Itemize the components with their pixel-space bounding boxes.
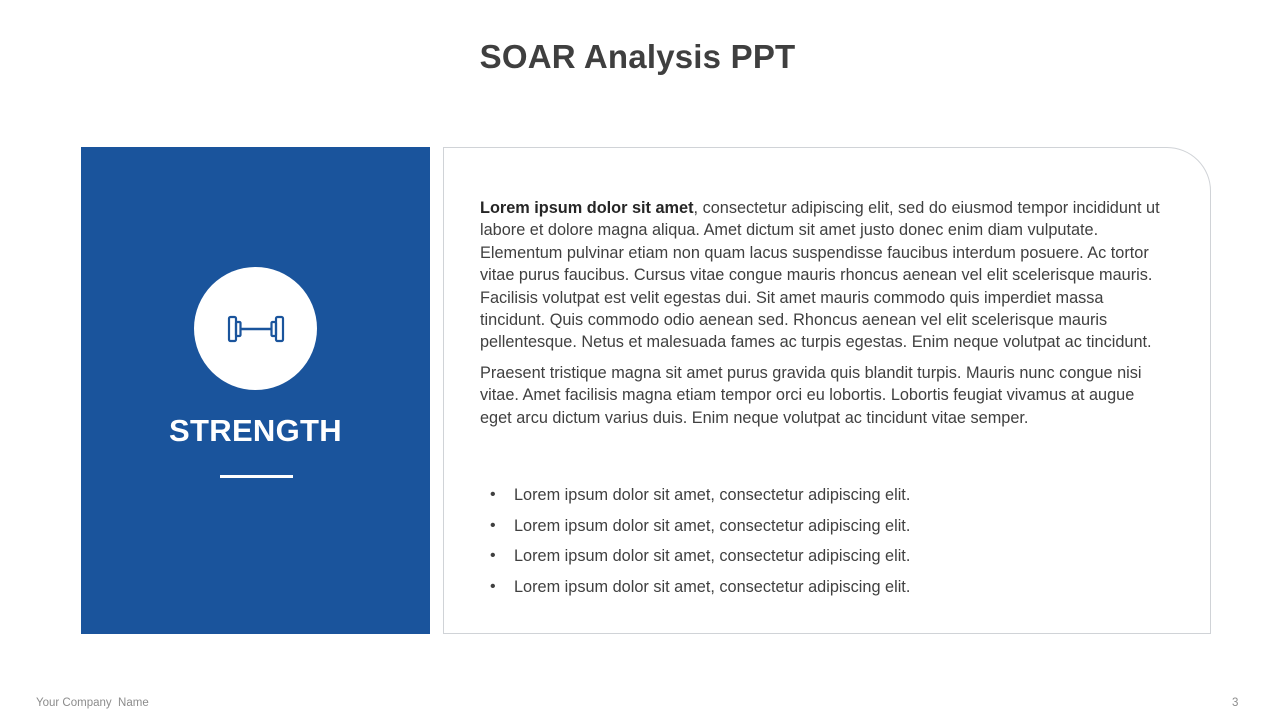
bullet-dot: •: [490, 577, 496, 595]
paragraph-2: Praesent tristique magna sit amet purus gravida quis blandit turpis. Mauris nunc congue nisi vitae. Amet facilisis magna etiam tempor orci eu lobortis. Lobortis feugiat vivamus at augue eget arcu dictum varius duis. Enim neque volutpat ac tincidunt vitae semper.: [480, 363, 1142, 427]
footer-company-name: Your Company Name: [36, 697, 149, 709]
dumbbell-icon: [226, 312, 286, 346]
slide-title: SOAR Analysis PPT: [479, 38, 796, 75]
card-text: [480, 197, 1170, 437]
bullet-dot: •: [490, 547, 496, 565]
bullet-list: [490, 485, 910, 607]
paragraph-1-body: , consectetur adipiscing elit, sed do eiusmod tempor incididunt ut labore et dolore magna aliqua. Amet dictum sit amet justo donec enim diam vulputate. Elementum pulvinar etiam non quam lacus suspendisse faucibus interdum posuere. Ac tortor vitae purus faucibus. Cursus vitae congue mauris rhoncus aenean vel elit scelerisque mauris. Facilisis volutpat est velit egestas dui. Sit amet mauris commodo quis imperdiet massa tincidunt. Quis commodo odio aenean sed. Rhoncus aenean vel elit scelerisque mauris pellentesque. Netus et malesuada fames ac turpis egestas. Enim neque volutpat ac tincidunt.: [480, 199, 1160, 352]
list-item-text: Lorem ipsum dolor sit amet, consectetur adipiscing elit.: [514, 577, 911, 596]
list-item: [490, 516, 910, 547]
heading-divider: [220, 475, 293, 478]
content-card: [443, 147, 1211, 634]
icon-circle: [194, 267, 317, 390]
list-item: [490, 485, 910, 516]
panel-heading: STRENGTH: [169, 413, 342, 448]
list-item-text: Lorem ipsum dolor sit amet, consectetur adipiscing elit.: [514, 516, 911, 535]
list-item: [490, 577, 910, 608]
paragraph-1: [480, 197, 1170, 354]
strength-panel: [81, 147, 430, 634]
list-item: [490, 546, 910, 577]
list-item-text: Lorem ipsum dolor sit amet, consectetur adipiscing elit.: [514, 547, 911, 566]
footer-page-number: 3: [1232, 697, 1239, 709]
list-item-text: Lorem ipsum dolor sit amet, consectetur adipiscing elit.: [514, 486, 911, 504]
bullet-dot: •: [490, 486, 496, 503]
bullet-dot: •: [490, 516, 496, 534]
paragraph-1-lead: Lorem ipsum dolor sit amet: [480, 199, 694, 217]
